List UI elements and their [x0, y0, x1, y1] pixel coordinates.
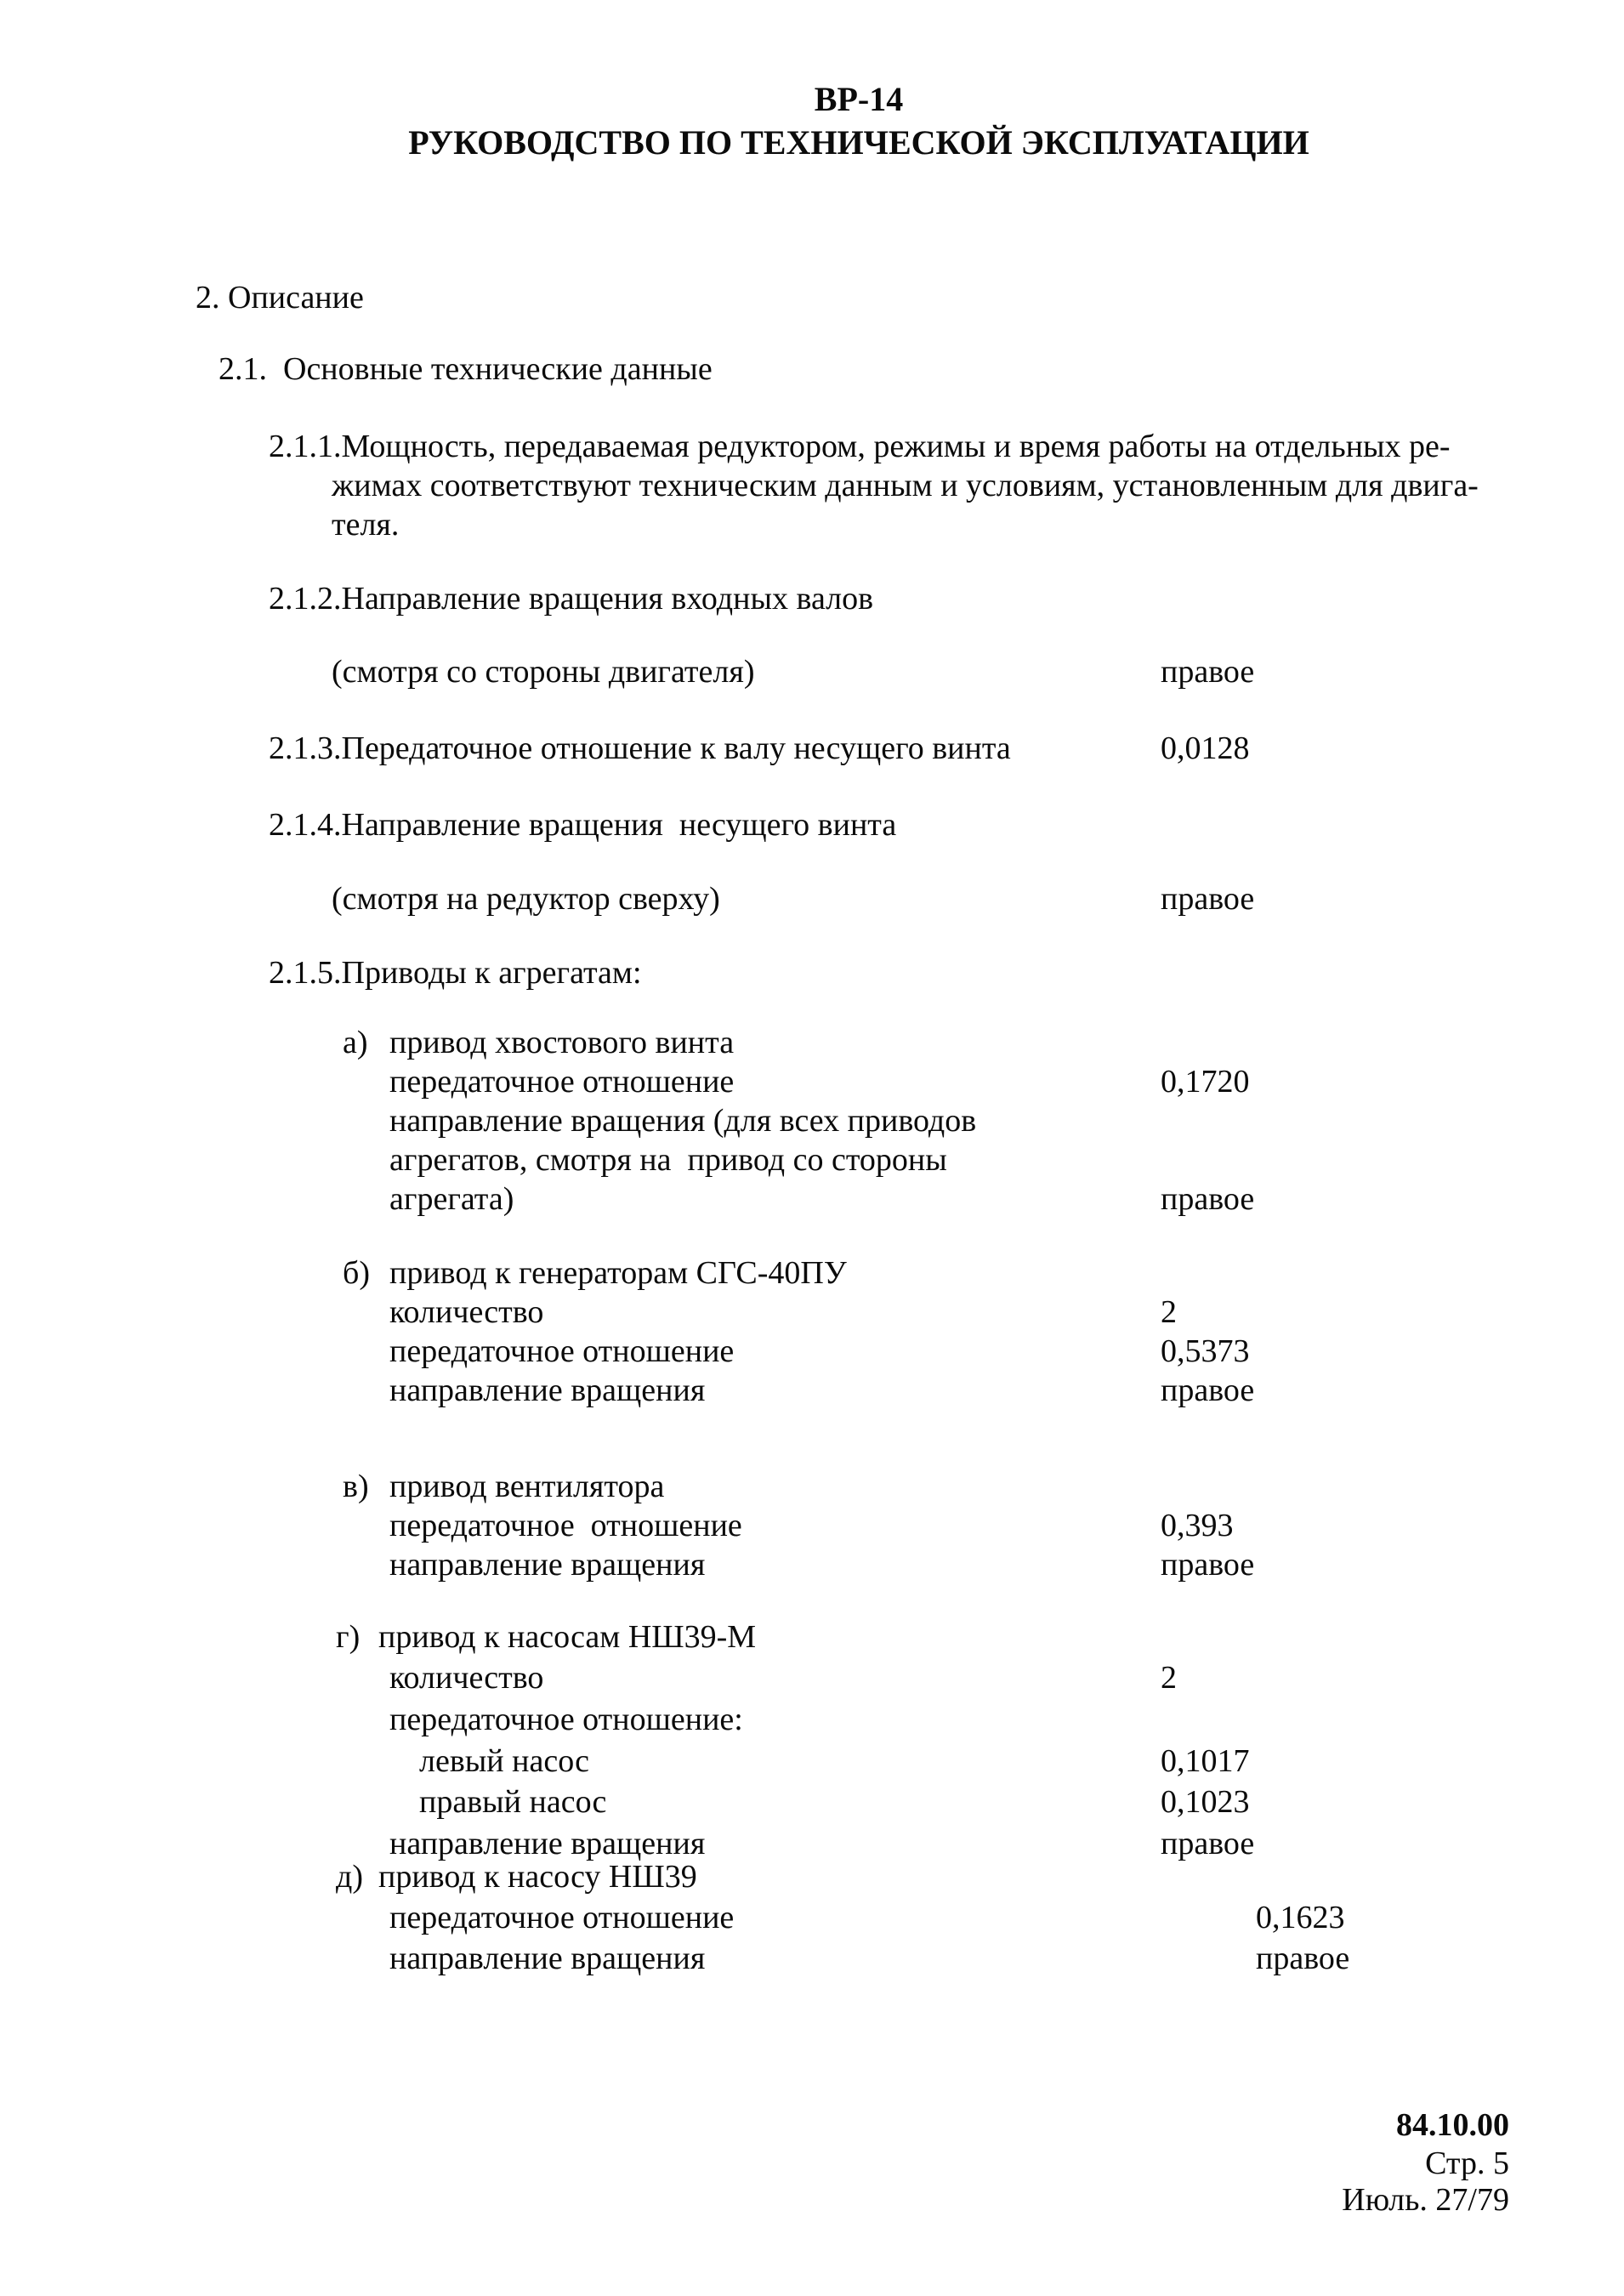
section-2-heading: 2. Описание — [196, 280, 364, 315]
drive-b-marker: б) — [343, 1255, 370, 1291]
spec-label: передаточное отношение — [389, 1900, 735, 1935]
para-2-1-1-line-1: 2.1.1.Мощность, передаваемая редуктором, режимы и время работы на отдельных ре- — [269, 429, 1451, 464]
para-2-1-4-condition: (смотря на редуктор сверху) — [332, 881, 720, 917]
spec-label: направление вращения — [389, 1372, 706, 1408]
para-2-1-1-line-2: жимах соответствуют техническим данным и условиям, установленным для двига- — [332, 468, 1479, 503]
spec-label: передаточное отношение — [389, 1508, 742, 1543]
doc-title: РУКОВОДСТВО ПО ТЕХНИЧЕСКОЙ ЭКСПЛУАТАЦИИ — [408, 123, 1309, 162]
footer-page-number: Стр. 5 — [1425, 2145, 1509, 2181]
drive-v-marker: в) — [343, 1469, 369, 1504]
spec-label: передаточное отношение — [389, 1333, 735, 1369]
para-2-1-5-heading: 2.1.5.Приводы к агрегатам: — [269, 955, 642, 991]
spec-value: 0,5373 — [1161, 1333, 1250, 1369]
para-2-1-4-heading: 2.1.4.Направление вращения несущего винта — [269, 807, 897, 843]
spec-label: агрегата) — [389, 1181, 514, 1217]
spec-value: 0,1623 — [1256, 1900, 1345, 1935]
para-2-1-1-line-3: теля. — [332, 507, 400, 543]
para-2-1-2-value: правое — [1161, 654, 1255, 690]
doc-code: ВР-14 — [814, 80, 904, 118]
drive-d-marker: д) — [336, 1859, 363, 1895]
spec-value: правое — [1161, 1547, 1255, 1583]
para-2-1-4-value: правое — [1161, 881, 1255, 917]
drive-g-marker: г) — [336, 1619, 361, 1655]
spec-value: 0,1023 — [1161, 1784, 1250, 1820]
para-2-1-2-condition: (смотря со стороны двигателя) — [332, 654, 755, 690]
spec-value: правое — [1256, 1941, 1350, 1976]
drive-a-title: привод хвостового винта — [389, 1025, 735, 1060]
drive-g-title: привод к насосам НШ39-М — [378, 1619, 757, 1655]
drive-b-title: привод к генераторам СГС-40ПУ — [389, 1255, 847, 1291]
spec-value: 2 — [1161, 1294, 1177, 1330]
para-2-1-2-heading: 2.1.2.Направление вращения входных валов — [269, 581, 874, 617]
spec-label: направление вращения — [389, 1941, 706, 1976]
spec-label: правый насос — [419, 1784, 607, 1820]
spec-label: количество — [389, 1660, 544, 1696]
para-2-1-3-label: 2.1.3.Передаточное отношение к валу несущего винта — [269, 730, 1011, 766]
spec-label: передаточное отношение: — [389, 1702, 743, 1737]
spec-label: направление вращения (для всех приводов — [389, 1103, 977, 1139]
spec-label: передаточное отношение — [389, 1064, 735, 1100]
spec-value: правое — [1161, 1372, 1255, 1408]
spec-label: левый насос — [419, 1743, 590, 1779]
spec-value: 0,393 — [1161, 1508, 1234, 1543]
spec-value: 0,1017 — [1161, 1743, 1250, 1779]
footer-date: Июль. 27/79 — [1342, 2182, 1509, 2218]
section-2-1-heading: 2.1. Основные технические данные — [219, 351, 713, 387]
spec-label: количество — [389, 1294, 544, 1330]
spec-value: 2 — [1161, 1660, 1177, 1696]
footer-doc-number: 84.10.00 — [1396, 2107, 1509, 2143]
drive-v-title: привод вентилятора — [389, 1469, 665, 1504]
spec-label: направление вращения — [389, 1547, 706, 1583]
drive-a-marker: а) — [343, 1025, 368, 1060]
para-2-1-3-value: 0,0128 — [1161, 730, 1250, 766]
spec-label: агрегатов, смотря на привод со стороны — [389, 1142, 947, 1178]
drive-d-title: привод к насосу НШ39 — [378, 1859, 697, 1895]
spec-value: правое — [1161, 1826, 1255, 1861]
spec-value: правое — [1161, 1181, 1255, 1217]
spec-value: 0,1720 — [1161, 1064, 1250, 1100]
spec-label: направление вращения — [389, 1826, 706, 1861]
